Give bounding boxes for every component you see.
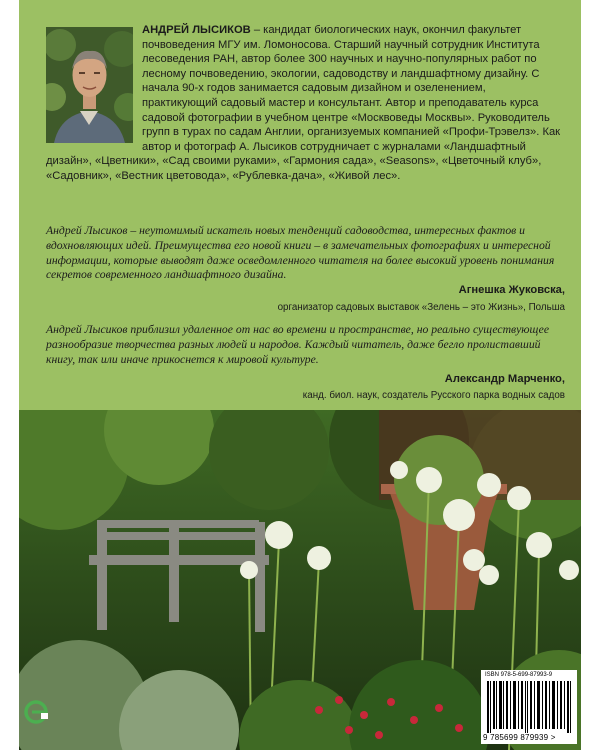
review-author-role-2: канд. биол. наук, создатель Русского парка водных садов — [302, 390, 565, 401]
author-name: АНДРЕЙ ЛЫСИКОВ — [142, 24, 251, 36]
bio-text: – кандидат биологических наук, окончил факультет почвоведения МГУ им. Ломоносова. Старший научный сотрудник Института лесоведения РАН, автор более 300 научных и научно-популярных работ по лесному почвоведению, экологии, садоводству и ландшафтному дизайну. С начала 90-х годов занимается садовым дизайном и озеленением, практикующий садовый мастер и консультант. Автор и преподаватель курса садовой фотографии в учебном центре «Москвоведы Москвы». Руководитель групп в турах по садам Англии, организуемых компанией «Профи-Трэвелз». Как автор и фотограф А. Лысиков сотрудничает с журналами «Ландшафтный дизайн», «Цветники», «Сад своими руками», «Гармония сада», «Seasons», «Цветочный клуб», «Садовник», «Вестник цветовода», «Рублевка-дача», «Живой лес». — [46, 24, 561, 182]
barcode-digits: 9 785699 879939 > — [483, 733, 556, 742]
author-bio — [46, 23, 561, 184]
review-author-2: Александр Марченко, — [444, 373, 565, 385]
text-panel — [19, 0, 581, 410]
book-back-cover — [19, 0, 581, 750]
publisher-logo — [24, 700, 48, 724]
review-author-1: Агнешка Жуковска, — [458, 284, 565, 296]
review-quote-2: Андрей Лысиков приблизил удаленное от нас во времени и пространстве, но реально существующее разнообразие творчества разных людей и народов. Каждый читатель, даже бегло пролиставший книгу, так или иначе прикоснется к мировой культуре. — [46, 323, 550, 366]
review-quote-1: Андрей Лысиков – неутомимый искатель новых тенденций садоводства, интересных фактов и вдохновляющих идей. Преимущества его новой книги – в замечательных фотографиях и интересной информации, которые выводят даже осведомленного читателя на более высокий уровень понимания секретов современного ландшафтного дизайна. — [46, 224, 555, 282]
isbn-barcode — [481, 670, 577, 744]
review-author-role-1: организатор садовых выставок «Зелень – это Жизнь», Польша — [277, 302, 565, 313]
isbn-number: ISBN 978-5-699-87993-9 — [485, 672, 553, 678]
